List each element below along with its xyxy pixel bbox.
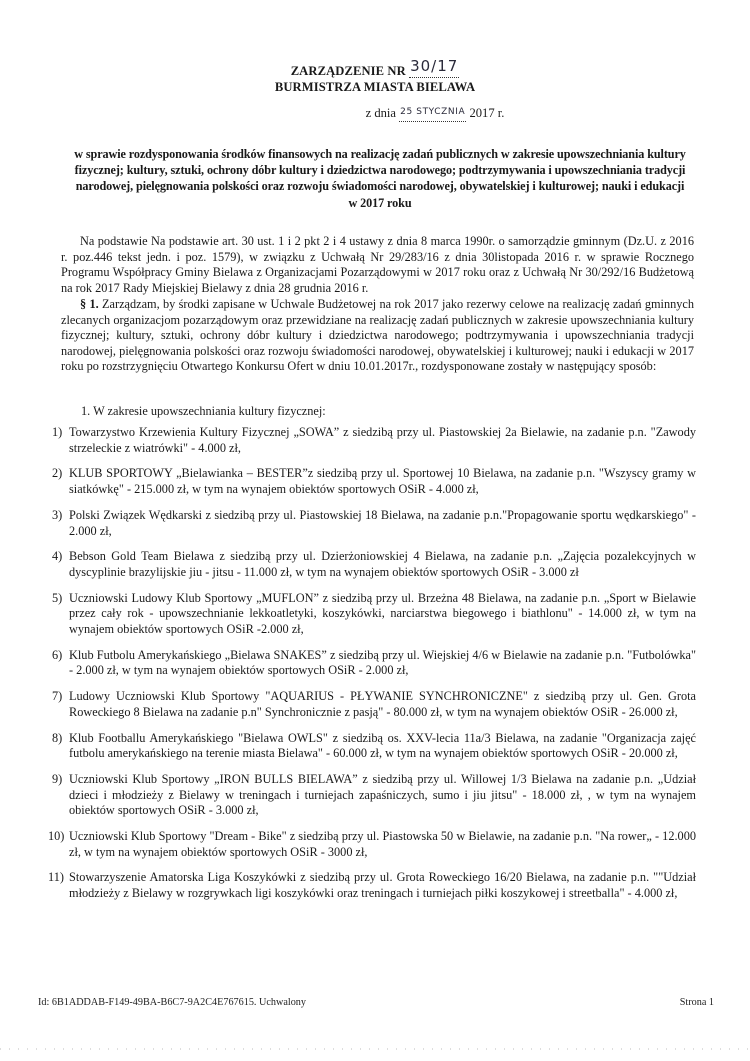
issuer-heading: BURMISTRZA MIASTA BIELAWA xyxy=(274,80,476,94)
list-item xyxy=(52,507,696,539)
list-item xyxy=(52,647,696,679)
item-text: Towarzystwo Krzewienia Kultury Fizycznej „SOWA” z siedzibą przy ul. Piastowskiej 2a Bielawie, na zadanie p.n. "Zawody strzeleckie z wiatrówki" - 4.000 zł, xyxy=(69,425,696,455)
scan-artifact-line xyxy=(0,1048,750,1050)
page-number: Strona 1 xyxy=(679,997,714,1008)
date-prefix: z dnia xyxy=(365,106,396,120)
list-item xyxy=(52,689,696,720)
document-title: w sprawie rozdysponowania środków finansowych na realizację zadań publicznych w zakresie upowszechniania kultury fizycznej; kultury, sztuki, ochrony dóbr kultury i dziedzictwa narodowego; podtrzymywania i upowszechniania tradycji narodowej, pielęgnowania polskości oraz rozwoju świadomości narodowej, obywatelskiej i kulturowej; nauki i edukacji w 2017 roku xyxy=(74,147,686,210)
list-item xyxy=(52,771,696,819)
item-text: Klub Futbolu Amerykańskiego „Bielawa SNAKES” z siedzibą przy ul. Wiejskiej 4/6 w Bielawie na zadanie p.n. "Futbolówka" - 2.000 zł, w tym na wynajem obiektów sportowych OSiR - 2.000 zł, xyxy=(69,647,696,678)
item-text: Bebson Gold Team Bielawa z siedzibą przy ul. Dzierżoniowskiej 4 Bielawa, na zadanie p.n. „Zajęcia pozalekcyjnych w dyscyplinie brazylijskie jiu - jitsu - 11.000 zł, w tym na wynajem obiektów sportowych OSiR - 3.000 zł xyxy=(69,549,696,579)
item-number: 7) xyxy=(52,689,63,704)
item-text: Uczniowski Ludowy Klub Sportowy „MUFLON” z siedzibą przy ul. Brzeżna 48 Bielawa, na zadanie p.n. „Sport w Bielawie przez cały rok - upowszechnianie lekkoatletyki, koszykówki, narciarstwa biegowego i biathlonu" - 14.000 zł, w tym na wynajem obiektów sportowych OSiR -2.000 zł, xyxy=(69,590,696,637)
item-text: Stowarzyszenie Amatorska Liga Koszykówki z siedzibą przy ul. Grota Roweckiego 16/20 Bielawa, na zadanie p.n. ""Udział młodzieży z Bielawy w rozgrywkach ligi koszykówki oraz treningach i turniejach piłki koszykowej i streetballa" - 4.000 zł, xyxy=(69,870,696,901)
ordinance-date xyxy=(0,106,750,122)
item-text: Uczniowski Klub Sportowy „IRON BULLS BIELAWA” z siedzibą przy ul. Willowej 1/3 Bielawa na zadanie p.n. „Udział dzieci i młodzieży z Bielawy w treningach i turniejach zapaśniczych, sumo i jiu jitsu" - 18.000 zł, , w tym na wynajem obiektów sportowych OSiR - 3.000 zł, xyxy=(69,771,696,818)
item-number: 4) xyxy=(52,549,63,564)
list-item xyxy=(48,829,696,860)
ordinance-number-field xyxy=(409,57,459,78)
list-item xyxy=(48,870,696,901)
date-suffix: 2017 r. xyxy=(469,106,505,120)
paragraph-label: § 1. xyxy=(80,297,99,311)
item-text: Uczniowski Klub Sportowy "Dream - Bike" z siedzibą przy ul. Piastowska 50 w Bielawie, na zadanie p.n. "Na rower„ - 12.000 zł, w tym na wynajem obiektów sportowych OSiR - 3000 zł, xyxy=(69,829,696,859)
item-number: 3) xyxy=(52,507,63,522)
list-item xyxy=(52,425,696,456)
paragraph-text: Zarządzam, by środki zapisane w Uchwale Budżetowej na rok 2017 jako rezerwy celowe na realizację zadań gminnych zlecanych organizacjom pozarządowym oraz przewidziane na realizację zadań publicznych w zakresie upowszechniania kultury fizycznej; kultury, sztuki, ochrony dóbr kultury i dziedzictwa narodowego; podtrzymywania i upowszechniania tradycji narodowej, pielęgnowania polskości oraz rozwoju świadomości narodowej, obywatelskiej i kulturowej; nauki i edukacji w 2017 roku po rozstrzygnięciu Otwartego Konkursu Ofert w dniu 10.01.2017r., rozdysponowane zostały w następujący sposób: xyxy=(61,297,695,374)
item-text: Klub Footballu Amerykańskiego "Bielawa OWLS" z siedzibą os. XXV-lecia 11a/3 Bielawa, na zadanie "Organizacja zajęć futbolu amerykańskiego na terenie miasta Bielawa" - 60.000 zł, w tym na wynajem obiektów sportowych OSiR - 20.000 zł, xyxy=(69,730,696,761)
list-item xyxy=(52,730,696,762)
item-number: 9) xyxy=(52,771,63,786)
document-id: Id: 6B1ADDAB-F149-49BA-B6C7-9A2C4E767615. Uchwalony xyxy=(38,997,306,1008)
list-item xyxy=(52,466,696,497)
paragraph-1 xyxy=(61,297,694,375)
date-field xyxy=(399,107,466,122)
item-number: 1) xyxy=(52,425,63,439)
item-number: 6) xyxy=(52,647,63,662)
list-item xyxy=(52,590,696,638)
ordinance-number: 30/17 xyxy=(410,57,459,75)
item-number: 10) xyxy=(48,829,65,844)
preamble: Na podstawie Na podstawie art. 30 ust. 1 i 2 pkt 2 i 4 ustawy z dnia 8 marca 1990r. o samorządzie gminnym (Dz.U. z 2016 r. poz.446 tekst jedn. i poz. 1579), w związku z Uchwałą Nr 29/283/16 z dnia 30listopada 2016 r. w sprawie Rocznego Programu Współpracy Gminy Bielawa z Organizacjami Pozarządowymi w 2017 roku oraz z Uchwałą Nr 30/292/16 Budżetową na rok 2017 Rady Miejskiej Bielawy z dnia 28 grudnia 2016 r. xyxy=(61,234,694,295)
item-number: 5) xyxy=(52,590,63,605)
item-text: KLUB SPORTOWY „Bielawianka – BESTER”z siedzibą przy ul. Sportowej 10 Bielawa, na zadanie p.n. "Wszyscy gramy w siatkówkę" - 215.000 zł, w tym na wynajem obiektów sportowych OSiR - 4.000 zł, xyxy=(69,466,696,497)
allocation-list xyxy=(48,425,696,912)
list-item xyxy=(52,549,696,580)
date-handwritten: 25 STYCZNIA xyxy=(400,107,466,117)
ordinance-prefix: ZARZĄDZENIE NR xyxy=(290,64,406,78)
item-number: 2) xyxy=(52,466,63,481)
item-number: 8) xyxy=(52,730,63,745)
item-text: Ludowy Uczniowski Klub Sportowy "AQUARIUS - PŁYWANIE SYNCHRONICZNE" z siedzibą przy ul. Gen. Grota Roweckiego 8 Bielawa na zadanie p.n" Synchronicznie z pasją" - 80.000 zł, w tym na wynajem obiektów OSiR - 26.000 zł, xyxy=(69,689,696,719)
section-heading: 1. W zakresie upowszechniania kultury fizycznej: xyxy=(81,404,326,418)
item-text: Polski Związek Wędkarski z siedzibą przy ul. Piastowskiej 18 Bielawa, na zadanie p.n."Propagowanie sportu wędkarskiego" - 2.000 zł, xyxy=(69,507,696,538)
item-number: 11) xyxy=(48,870,64,885)
ordinance-heading xyxy=(0,57,750,79)
